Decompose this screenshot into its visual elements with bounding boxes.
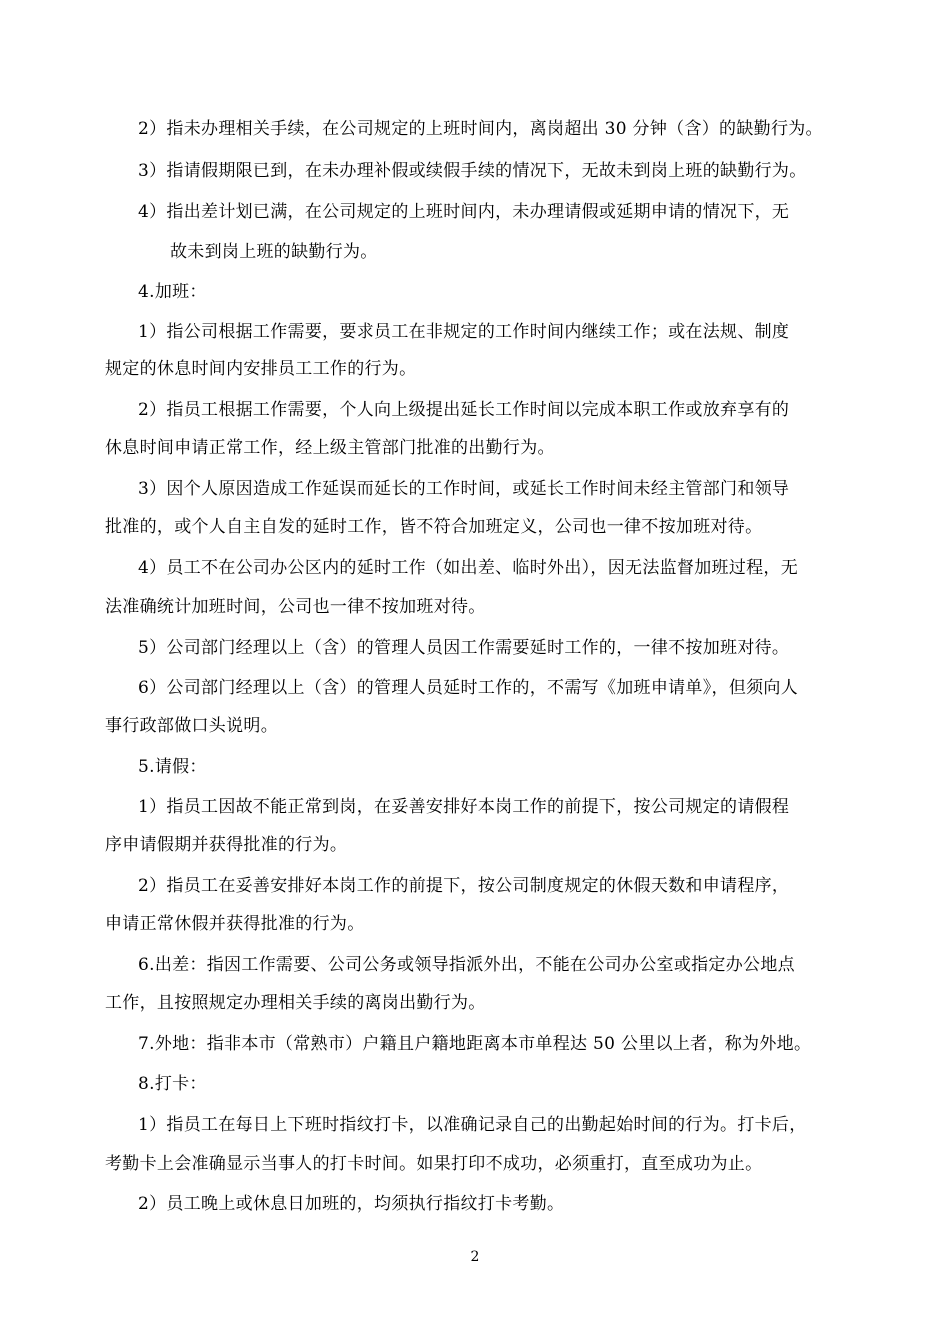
text-line: 2）指员工根据工作需要，个人向上级提出延长工作时间以完成本职工作或放弃享有的: [138, 400, 790, 420]
text-line: 6）公司部门经理以上（含）的管理人员延时工作的，不需写《加班申请单》，但须向人: [138, 678, 799, 698]
text-line: 2）指未办理相关手续，在公司规定的上班时间内，离岗超出 30 分钟（含）的缺勤行为。: [138, 119, 823, 139]
text-line: 2）员工晚上或休息日加班的，均须执行指纹打卡考勤。: [138, 1194, 565, 1214]
page-number: 2: [470, 1249, 480, 1265]
text-line: 3）因个人原因造成工作延误而延长的工作时间，或延长工作时间未经主管部门和领导: [138, 479, 790, 499]
text-line: 序申请假期并获得批准的行为。: [105, 835, 348, 855]
text-line: 6.出差：指因工作需要、公司公务或领导指派外出，不能在公司办公室或指定办公地点: [138, 955, 795, 975]
section-heading: 8.打卡：: [138, 1074, 207, 1094]
text-line: 故未到岗上班的缺勤行为。: [170, 242, 378, 262]
text-line: 批准的，或个人自主自发的延时工作，皆不符合加班定义，公司也一律不按加班对待。: [105, 517, 763, 537]
text-line: 申请正常休假并获得批准的行为。: [105, 914, 365, 934]
text-line: 3）指请假期限已到，在未办理补假或续假手续的情况下，无故未到岗上班的缺勤行为。: [138, 161, 807, 181]
text-line: 考勤卡上会准确显示当事人的打卡时间。如果打印不成功，必须重打，直至成功为止。: [105, 1154, 763, 1174]
text-line: 4）员工不在公司办公区内的延时工作（如出差、临时外出），因无法监督加班过程，无: [138, 558, 799, 578]
text-line: 事行政部做口头说明。: [105, 716, 278, 736]
text-line: 7.外地：指非本市（常熟市）户籍且户籍地距离本市单程达 50 公里以上者，称为外地。: [138, 1034, 812, 1054]
text-line: 1）指员工在每日上下班时指纹打卡，以准确记录自己的出勤起始时间的行为。打卡后，: [138, 1115, 807, 1135]
text-line: 5）公司部门经理以上（含）的管理人员因工作需要延时工作的，一律不按加班对待。: [138, 638, 790, 658]
text-line: 规定的休息时间内安排员工工作的行为。: [105, 359, 417, 379]
section-heading: 5.请假：: [138, 757, 207, 777]
text-line: 休息时间申请正常工作，经上级主管部门批准的出勤行为。: [105, 438, 555, 458]
section-heading: 4.加班：: [138, 282, 207, 302]
text-line: 2）指员工在妥善安排好本岗工作的前提下，按公司制度规定的休假天数和申请程序，: [138, 876, 790, 896]
text-line: 法准确统计加班时间，公司也一律不按加班对待。: [105, 597, 486, 617]
text-line: 工作，且按照规定办理相关手续的离岗出勤行为。: [105, 993, 486, 1013]
text-line: 1）指公司根据工作需要，要求员工在非规定的工作时间内继续工作；或在法规、制度: [138, 322, 790, 342]
text-line: 4）指出差计划已满，在公司规定的上班时间内，未办理请假或延期申请的情况下，无: [138, 202, 790, 222]
text-line: 1）指员工因故不能正常到岗，在妥善安排好本岗工作的前提下，按公司规定的请假程: [138, 797, 790, 817]
